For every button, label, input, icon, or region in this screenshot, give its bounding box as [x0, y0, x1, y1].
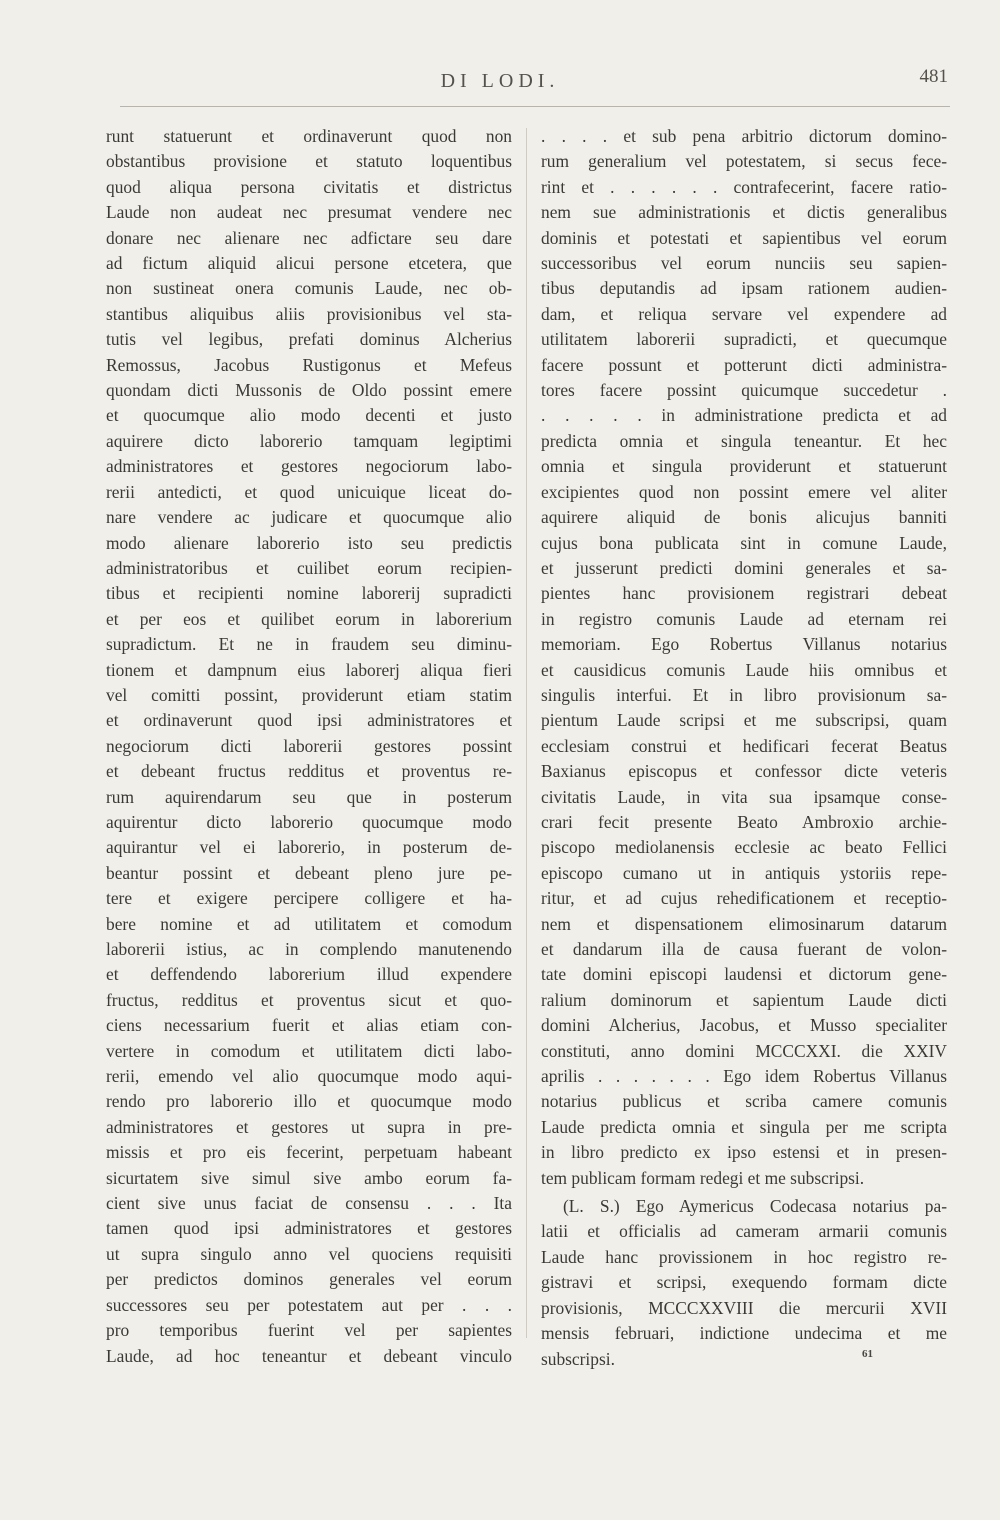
text-line: notarius publicus et scriba camere comunis	[541, 1091, 947, 1112]
text-line: aquirere aliquid de bonis alicujus banniti	[541, 507, 947, 528]
text-line: modo alienare laborerio isto seu predictis	[106, 532, 512, 553]
text-line: Baxianus episcopus et confessor dicte veteris	[541, 761, 947, 782]
text-line: cient sive unus faciat de consensu . . . Ita	[106, 1193, 512, 1214]
text-line: rint et . . . . . . contrafecerint, facere ratio-	[541, 176, 947, 197]
text-line: administratores et gestores negociorum labo-	[106, 456, 512, 477]
text-line: (L. S.) Ego Aymericus Codecasa notarius pa-	[563, 1196, 947, 1217]
text-line: episcopo cumano ut in antiquis ystoriis repe-	[541, 862, 947, 883]
text-line: stantibus aliquibus aliis provisionibus vel sta-	[106, 303, 512, 324]
text-line: rerii, emendo vel alio quocumque modo aqui-	[106, 1066, 512, 1087]
text-line: beantur possint et debeant pleno jure pe-	[106, 862, 512, 883]
text-line: et quocumque alio modo decenti et justo	[106, 405, 512, 426]
text-line: administratores et gestores ut supra in pre-	[106, 1116, 512, 1137]
text-line: quondam dicti Mussonis de Oldo possint emere	[106, 380, 512, 401]
text-line: nem sue administrationis et dictis generalibus	[541, 202, 947, 223]
text-line: facere possunt et potterunt dicti administra-	[541, 354, 947, 375]
text-line: provisionis, MCCCXXVIII die mercurii XVII	[541, 1297, 947, 1318]
text-line: rum generalium vel potestatem, si secus fece-	[541, 151, 947, 172]
running-title: DI LODI.	[440, 70, 560, 92]
text-line: runt statuerunt et ordinaverunt quod non	[106, 126, 512, 146]
text-line: omnia et singula providerunt et statuerunt	[541, 456, 947, 477]
text-line: ritur, et ad cujus rehedificationem et receptio-	[541, 888, 947, 909]
text-line: rum aquirendarum seu que in posterum	[106, 786, 512, 807]
text-line: ralium dominorum et sapientum Laude dicti	[541, 989, 947, 1010]
text-line: vel comitti possint, providerunt etiam statim	[106, 684, 512, 705]
text-line: et per eos et quilibet eorum in laborerium	[106, 608, 512, 629]
text-line: rendo pro laborerio illo et quocumque modo	[106, 1091, 512, 1112]
right-text-column	[541, 124, 947, 1372]
text-line: negociorum dicti laborerii gestores possint	[106, 735, 512, 756]
text-line: utilitatem laborerii supradicti, et quecumque	[541, 329, 947, 350]
text-line: excipientes quod non possint emere vel aliter	[541, 481, 947, 502]
text-line: latii et officialis ad cameram armarii comunis	[541, 1221, 947, 1242]
text-line: quod aliqua persona civitatis et districtus	[106, 176, 512, 197]
text-line: successores seu per potestatem aut per . . .	[106, 1294, 512, 1315]
text-line: supradictum. Et ne in fraudem seu diminu-	[106, 634, 512, 655]
text-line: aprilis . . . . . . . Ego idem Robertus Villanus	[541, 1066, 947, 1087]
text-line: nare vendere ac judicare et quocumque alio	[106, 507, 512, 528]
text-line: predicta omnia et singula teneantur. Et hec	[541, 430, 947, 451]
text-line: tutis vel legibus, prefati dominus Alcherius	[106, 329, 512, 350]
text-line: et dandarum illa de causa fuerant de volon-	[541, 939, 947, 959]
text-line: fructus, redditus et proventus sicut et quo-	[106, 989, 512, 1010]
text-line: civitatis Laude, in vita sua ipsamque conse-	[541, 786, 947, 807]
text-line: ciens necessarium fuerit et alias etiam con-	[106, 1015, 512, 1036]
text-line: subscripsi.	[541, 1348, 615, 1369]
left-text-column	[106, 124, 512, 1369]
text-line: tem publicam formam redegi et me subscripsi.	[541, 1167, 865, 1188]
text-line: singulis interfui. Et in libro provisionum sa-	[541, 684, 947, 705]
text-line: gistravi et scripsi, exequendo formam dicte	[541, 1272, 947, 1293]
text-line: tere et exigere percipere colligere et ha-	[106, 888, 512, 909]
text-line: missis et pro eis fecerint, perpetuam habeant	[106, 1142, 512, 1163]
text-line: sicurtatem sive simul sive ambo eorum fa-	[106, 1167, 512, 1188]
text-line: tate domini episcopi laudensi et dictorum gene-	[541, 964, 947, 985]
text-line: Laude hanc provissionem in hoc registro re-	[541, 1246, 947, 1267]
text-line: nem et dispensationem elimosinarum datarum	[541, 913, 947, 934]
text-line: Laude non audeat nec presumat vendere nec	[106, 202, 512, 223]
text-line: obstantibus provisione et statuto loquentibus	[106, 151, 512, 172]
text-line: per predictos dominos generales vel eorum	[106, 1269, 512, 1290]
text-line: pro temporibus fuerint vel per sapientes	[106, 1320, 512, 1341]
text-line: et debeant fructus redditus et proventus re-	[106, 761, 512, 782]
text-line: et causidicus comunis Laude hiis omnibus et	[541, 659, 947, 680]
text-line: piscopo mediolanensis ecclesie ac beato Fellici	[541, 837, 947, 858]
text-line: aquirentur dicto laborerio quocumque modo	[106, 811, 512, 832]
text-line: ut supra singulo anno vel quociens requisiti	[106, 1243, 512, 1264]
header-rule	[120, 106, 950, 107]
text-line: domini Alcherius, Jacobus, et Musso specialiter	[541, 1015, 947, 1036]
text-line: et jusserunt predicti domini generales et sa-	[541, 557, 947, 578]
text-line: aquirere dicto laborerio tamquam legiptimi	[106, 430, 512, 451]
text-line: et deffendendo laborerium illud expendere	[106, 964, 512, 985]
column-divider	[526, 128, 527, 1338]
text-line: ecclesiam construi et hedificari fecerat Beatus	[541, 735, 947, 756]
text-line: Laude, ad hoc teneantur et debeant vinculo	[106, 1345, 512, 1366]
text-line: . . . . et sub pena arbitrio dictorum domino-	[541, 126, 947, 146]
page-number: 481	[919, 66, 948, 87]
text-line: aquirantur vel ei laborerio, in posterum de-	[106, 837, 512, 858]
text-line: bere nomine et ad utilitatem et comodum	[106, 913, 512, 934]
text-line: cujus bona publicata sint in comune Laude,	[541, 532, 947, 553]
text-line: memoriam. Ego Robertus Villanus notarius	[541, 634, 947, 655]
text-line: crari fecit presente Beato Ambroxio archie-	[541, 811, 947, 832]
text-line: . . . . . in administratione predicta et ad	[541, 405, 947, 426]
text-line: vertere in comodum et utilitatem dicti labo-	[106, 1040, 512, 1061]
text-line: in registro comunis Laude ad eternam rei	[541, 608, 947, 629]
text-line: dominis et potestati et sapientibus vel eorum	[541, 227, 947, 248]
text-line: donare nec alienare nec adfictare seu dare	[106, 227, 512, 248]
text-line: pientum Laude scripsi et me subscripsi, quam	[541, 710, 947, 731]
text-line: rerii antedicti, et quod unicuique liceat do-	[106, 481, 512, 502]
text-line: ad fictum aliquid alicui persone etcetera, que	[106, 253, 512, 274]
text-line: non sustineat onera comunis Laude, nec ob-	[106, 278, 512, 299]
text-line: tamen quod ipsi administratores et gestores	[106, 1218, 512, 1239]
text-line: constituti, anno domini MCCCXXI. die XXIV	[541, 1040, 947, 1061]
text-line: tores facere possint quicumque succedetur .	[541, 380, 947, 401]
text-line: tibus deputandis ad ipsam rationem audien-	[541, 278, 947, 299]
text-line: mensis februari, indictione undecima et me	[541, 1323, 947, 1344]
text-line: administratoribus et cuilibet eorum recipien-	[106, 557, 512, 578]
text-line: pientes hanc provisionem registrari debeat	[541, 583, 947, 604]
text-line: tibus et recipienti nomine laborerij supradicti	[106, 583, 512, 604]
text-line: in libro predicto ex ipso estensi et in presen-	[541, 1142, 947, 1163]
signature-mark: 61	[862, 1348, 873, 1360]
text-line: et ordinaverunt quod ipsi administratores et	[106, 710, 512, 731]
text-line: Laude predicta omnia et singula per me scripta	[541, 1116, 947, 1137]
text-line: laborerii istius, ac in complendo manutenendo	[106, 939, 512, 959]
text-line: Remossus, Jacobus Rustigonus et Mefeus	[106, 354, 512, 375]
text-line: tionem et dampnum eius laborerj aliqua fieri	[106, 659, 512, 680]
text-line: dam, et reliqua servare vel expendere ad	[541, 303, 947, 324]
text-line: successoribus vel eorum nunciis seu sapien-	[541, 253, 947, 274]
